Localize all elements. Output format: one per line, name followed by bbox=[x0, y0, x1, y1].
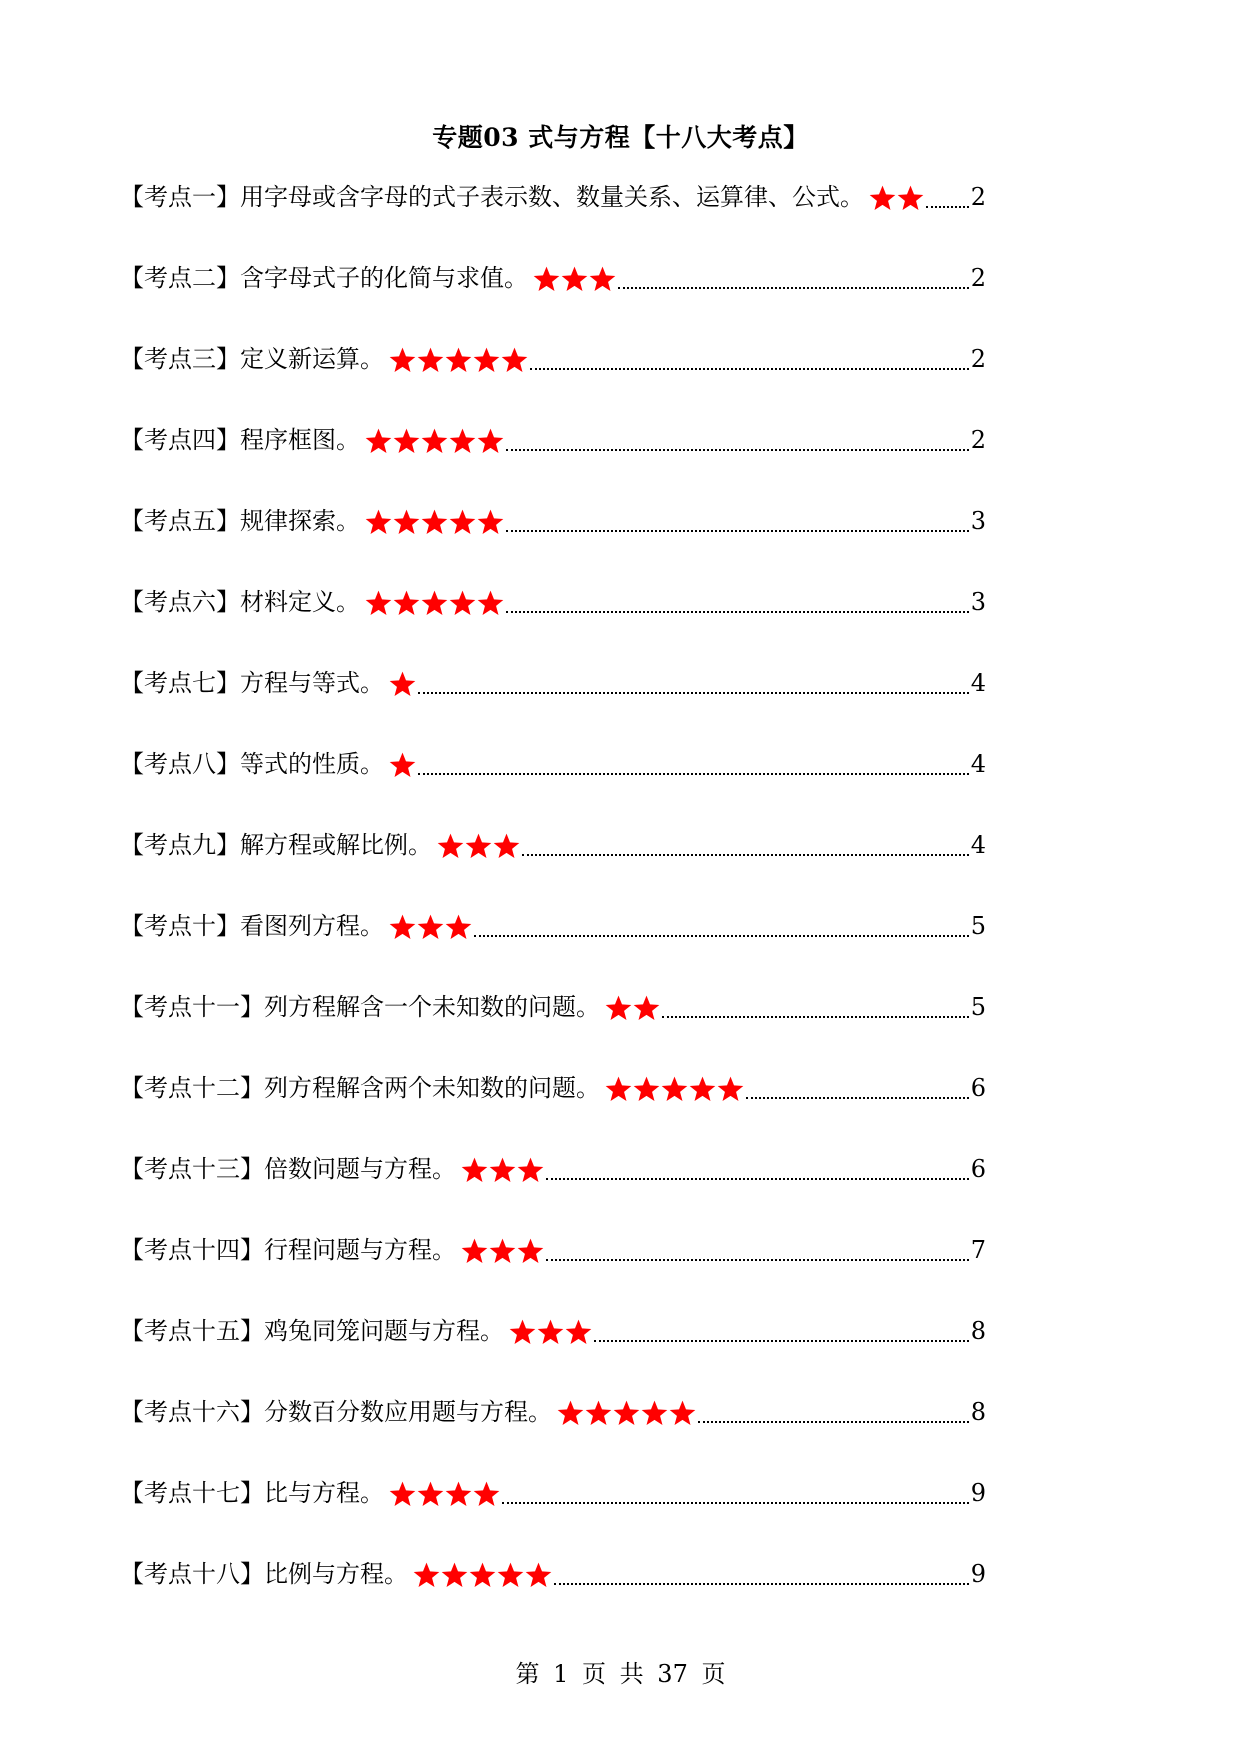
difficulty-stars bbox=[460, 1148, 544, 1190]
toc-entry-page-number: 6 bbox=[970, 1074, 986, 1102]
difficulty-stars bbox=[556, 1391, 696, 1433]
star-icon bbox=[584, 1399, 613, 1426]
toc-entry-label: 【考点九】解方程或解比例。 bbox=[120, 831, 432, 859]
toc-entry-label: 【考点十二】列方程解含两个未知数的问题。 bbox=[120, 1074, 600, 1102]
toc-entry-label: 【考点六】材料定义。 bbox=[120, 588, 360, 616]
toc-entry[interactable] bbox=[120, 338, 986, 380]
toc-entry[interactable] bbox=[120, 581, 986, 623]
star-icon bbox=[388, 1480, 417, 1507]
difficulty-stars bbox=[868, 176, 924, 218]
toc-entry-page-number: 2 bbox=[970, 183, 986, 211]
star-icon bbox=[508, 1318, 537, 1345]
star-icon bbox=[560, 265, 589, 292]
star-icon bbox=[588, 265, 617, 292]
star-icon bbox=[632, 1075, 661, 1102]
star-icon bbox=[896, 184, 925, 211]
toc-entry[interactable] bbox=[120, 419, 986, 461]
star-icon bbox=[516, 1156, 545, 1183]
toc-entry-page-number: 2 bbox=[970, 345, 986, 373]
difficulty-stars bbox=[388, 1472, 500, 1514]
toc-entry[interactable] bbox=[120, 824, 986, 866]
dot-leader bbox=[594, 1332, 969, 1342]
toc-entry[interactable] bbox=[120, 1148, 986, 1190]
toc-entry[interactable] bbox=[120, 986, 986, 1028]
dot-leader bbox=[546, 1170, 969, 1180]
toc-entry[interactable] bbox=[120, 257, 986, 299]
star-icon bbox=[448, 427, 477, 454]
toc-entry-label: 【考点十六】分数百分数应用题与方程。 bbox=[120, 1398, 552, 1426]
toc-entry-page-number: 4 bbox=[970, 669, 986, 697]
toc-entry-label: 【考点十】看图列方程。 bbox=[120, 912, 384, 940]
star-icon bbox=[612, 1399, 641, 1426]
dot-leader bbox=[618, 279, 969, 289]
star-icon bbox=[716, 1075, 745, 1102]
star-icon bbox=[412, 1561, 441, 1588]
star-icon bbox=[640, 1399, 669, 1426]
toc-entry[interactable] bbox=[120, 1391, 986, 1433]
toc-entry-label: 【考点十一】列方程解含一个未知数的问题。 bbox=[120, 993, 600, 1021]
star-icon bbox=[388, 913, 417, 940]
star-icon bbox=[460, 1156, 489, 1183]
star-icon bbox=[364, 427, 393, 454]
star-icon bbox=[500, 346, 529, 373]
dot-leader bbox=[546, 1251, 969, 1261]
toc-entry-label: 【考点五】规律探索。 bbox=[120, 507, 360, 535]
dot-leader bbox=[418, 765, 969, 775]
star-icon bbox=[476, 508, 505, 535]
star-icon bbox=[604, 1075, 633, 1102]
toc-entry-page-number: 3 bbox=[970, 588, 986, 616]
toc-entry-page-number: 6 bbox=[970, 1155, 986, 1183]
toc-entry[interactable] bbox=[120, 1067, 986, 1109]
dot-leader bbox=[502, 1494, 969, 1504]
toc-entry[interactable] bbox=[120, 500, 986, 542]
dot-leader bbox=[506, 522, 969, 532]
toc-entry-label: 【考点十五】鸡兔同笼问题与方程。 bbox=[120, 1317, 504, 1345]
difficulty-stars bbox=[364, 500, 504, 542]
star-icon bbox=[460, 1237, 489, 1264]
star-icon bbox=[472, 346, 501, 373]
star-icon bbox=[388, 346, 417, 373]
dot-leader bbox=[698, 1413, 969, 1423]
toc-entry[interactable] bbox=[120, 905, 986, 947]
star-icon bbox=[564, 1318, 593, 1345]
difficulty-stars bbox=[388, 338, 528, 380]
toc-entry-page-number: 8 bbox=[970, 1398, 986, 1426]
star-icon bbox=[536, 1318, 565, 1345]
star-icon bbox=[868, 184, 897, 211]
dot-leader bbox=[506, 603, 969, 613]
difficulty-stars bbox=[388, 905, 472, 947]
toc-entry[interactable] bbox=[120, 743, 986, 785]
star-icon bbox=[392, 508, 421, 535]
star-icon bbox=[660, 1075, 689, 1102]
star-icon bbox=[420, 589, 449, 616]
dot-leader bbox=[554, 1575, 969, 1585]
toc-entry-page-number: 9 bbox=[970, 1560, 986, 1588]
dot-leader bbox=[474, 927, 969, 937]
star-icon bbox=[556, 1399, 585, 1426]
page-footer: 第 1 页 共 37 页 bbox=[515, 1660, 726, 1688]
star-icon bbox=[524, 1561, 553, 1588]
toc-entry[interactable] bbox=[120, 1310, 986, 1352]
star-icon bbox=[420, 508, 449, 535]
star-icon bbox=[388, 751, 417, 778]
star-icon bbox=[416, 913, 445, 940]
star-icon bbox=[388, 670, 417, 697]
star-icon bbox=[448, 508, 477, 535]
difficulty-stars bbox=[364, 581, 504, 623]
toc-entry-page-number: 3 bbox=[970, 507, 986, 535]
toc-entry-page-number: 2 bbox=[970, 264, 986, 292]
toc-entry-label: 【考点四】程序框图。 bbox=[120, 426, 360, 454]
star-icon bbox=[532, 265, 561, 292]
star-icon bbox=[464, 832, 493, 859]
star-icon bbox=[632, 994, 661, 1021]
star-icon bbox=[448, 589, 477, 616]
toc-entry-page-number: 4 bbox=[970, 831, 986, 859]
star-icon bbox=[444, 1480, 473, 1507]
toc-entry-page-number: 2 bbox=[970, 426, 986, 454]
toc-entry-label: 【考点八】等式的性质。 bbox=[120, 750, 384, 778]
star-icon bbox=[444, 913, 473, 940]
toc-entry-page-number: 4 bbox=[970, 750, 986, 778]
toc-entry-label: 【考点二】含字母式子的化简与求值。 bbox=[120, 264, 528, 292]
dot-leader bbox=[746, 1089, 969, 1099]
star-icon bbox=[440, 1561, 469, 1588]
difficulty-stars bbox=[508, 1310, 592, 1352]
star-icon bbox=[488, 1156, 517, 1183]
star-icon bbox=[668, 1399, 697, 1426]
toc-entry-label: 【考点十四】行程问题与方程。 bbox=[120, 1236, 456, 1264]
star-icon bbox=[604, 994, 633, 1021]
star-icon bbox=[472, 1480, 501, 1507]
dot-leader bbox=[418, 684, 969, 694]
star-icon bbox=[416, 346, 445, 373]
toc-entry-label: 【考点十三】倍数问题与方程。 bbox=[120, 1155, 456, 1183]
star-icon bbox=[488, 1237, 517, 1264]
toc-entry-page-number: 9 bbox=[970, 1479, 986, 1507]
difficulty-stars bbox=[364, 419, 504, 461]
difficulty-stars bbox=[532, 257, 616, 299]
table-of-contents bbox=[120, 176, 986, 1634]
toc-entry[interactable] bbox=[120, 176, 986, 218]
dot-leader bbox=[926, 198, 969, 208]
toc-entry-page-number: 8 bbox=[970, 1317, 986, 1345]
page-title: 专题03 式与方程【十八大考点】 bbox=[432, 123, 809, 152]
toc-entry-page-number: 5 bbox=[970, 993, 986, 1021]
toc-entry-page-number: 7 bbox=[970, 1236, 986, 1264]
star-icon bbox=[392, 589, 421, 616]
difficulty-stars bbox=[604, 1067, 744, 1109]
star-icon bbox=[516, 1237, 545, 1264]
star-icon bbox=[468, 1561, 497, 1588]
toc-entry-label: 【考点十七】比与方程。 bbox=[120, 1479, 384, 1507]
star-icon bbox=[476, 427, 505, 454]
dot-leader bbox=[506, 441, 969, 451]
dot-leader bbox=[662, 1008, 969, 1018]
toc-entry-label: 【考点七】方程与等式。 bbox=[120, 669, 384, 697]
star-icon bbox=[688, 1075, 717, 1102]
dot-leader bbox=[530, 360, 969, 370]
star-icon bbox=[444, 346, 473, 373]
star-icon bbox=[496, 1561, 525, 1588]
star-icon bbox=[436, 832, 465, 859]
star-icon bbox=[416, 1480, 445, 1507]
difficulty-stars bbox=[604, 986, 660, 1028]
difficulty-stars bbox=[460, 1229, 544, 1271]
star-icon bbox=[364, 589, 393, 616]
star-icon bbox=[392, 427, 421, 454]
toc-entry-label: 【考点十八】比例与方程。 bbox=[120, 1560, 408, 1588]
toc-entry-label: 【考点三】定义新运算。 bbox=[120, 345, 384, 373]
toc-entry[interactable] bbox=[120, 1553, 986, 1595]
toc-entry-label: 【考点一】用字母或含字母的式子表示数、数量关系、运算律、公式。 bbox=[120, 183, 864, 211]
difficulty-stars bbox=[412, 1553, 552, 1595]
toc-entry[interactable] bbox=[120, 662, 986, 704]
star-icon bbox=[492, 832, 521, 859]
difficulty-stars bbox=[436, 824, 520, 866]
star-icon bbox=[420, 427, 449, 454]
toc-entry[interactable] bbox=[120, 1472, 986, 1514]
dot-leader bbox=[522, 846, 969, 856]
difficulty-stars bbox=[388, 662, 416, 704]
toc-entry-page-number: 5 bbox=[970, 912, 986, 940]
difficulty-stars bbox=[388, 743, 416, 785]
star-icon bbox=[476, 589, 505, 616]
toc-entry[interactable] bbox=[120, 1229, 986, 1271]
star-icon bbox=[364, 508, 393, 535]
